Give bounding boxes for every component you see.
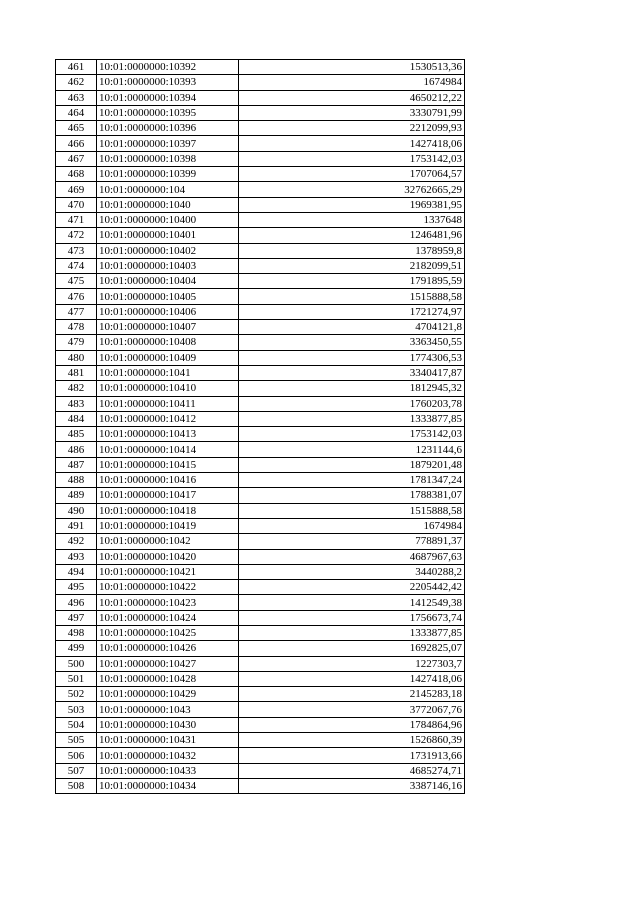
amount-cell: 4685274,71 bbox=[239, 763, 465, 778]
amount-cell: 1731913,66 bbox=[239, 748, 465, 763]
cadastral-number-cell: 10:01:0000000:10425 bbox=[97, 625, 239, 640]
cadastral-number-cell: 10:01:0000000:10399 bbox=[97, 167, 239, 182]
row-number-cell: 461 bbox=[56, 60, 97, 75]
table-row bbox=[56, 580, 465, 595]
amount-cell: 2205442,42 bbox=[239, 580, 465, 595]
row-number-cell: 489 bbox=[56, 488, 97, 503]
amount-cell: 1969381,95 bbox=[239, 197, 465, 212]
amount-cell: 3363450,55 bbox=[239, 335, 465, 350]
row-number-cell: 480 bbox=[56, 350, 97, 365]
cadastral-number-cell: 10:01:0000000:10413 bbox=[97, 427, 239, 442]
amount-cell: 1412549,38 bbox=[239, 595, 465, 610]
amount-cell: 2145283,18 bbox=[239, 687, 465, 702]
table-row bbox=[56, 656, 465, 671]
amount-cell: 1227303,7 bbox=[239, 656, 465, 671]
amount-cell: 1760203,78 bbox=[239, 396, 465, 411]
cadastral-number-cell: 10:01:0000000:10433 bbox=[97, 763, 239, 778]
amount-cell: 1707064,57 bbox=[239, 167, 465, 182]
table-row bbox=[56, 243, 465, 258]
row-number-cell: 481 bbox=[56, 365, 97, 380]
row-number-cell: 472 bbox=[56, 228, 97, 243]
amount-cell: 1753142,03 bbox=[239, 151, 465, 166]
row-number-cell: 473 bbox=[56, 243, 97, 258]
table-row bbox=[56, 534, 465, 549]
cadastral-number-cell: 10:01:0000000:10416 bbox=[97, 473, 239, 488]
cadastral-number-cell: 10:01:0000000:1041 bbox=[97, 365, 239, 380]
cadastral-number-cell: 10:01:0000000:1043 bbox=[97, 702, 239, 717]
cadastral-number-cell: 10:01:0000000:10426 bbox=[97, 641, 239, 656]
table-row bbox=[56, 411, 465, 426]
row-number-cell: 474 bbox=[56, 258, 97, 273]
cadastral-number-cell: 10:01:0000000:10418 bbox=[97, 503, 239, 518]
row-number-cell: 503 bbox=[56, 702, 97, 717]
row-number-cell: 462 bbox=[56, 75, 97, 90]
row-number-cell: 506 bbox=[56, 748, 97, 763]
table-row bbox=[56, 228, 465, 243]
cadastral-number-cell: 10:01:0000000:104 bbox=[97, 182, 239, 197]
row-number-cell: 471 bbox=[56, 212, 97, 227]
cadastral-number-cell: 10:01:0000000:10407 bbox=[97, 320, 239, 335]
table-row bbox=[56, 304, 465, 319]
table-row bbox=[56, 167, 465, 182]
row-number-cell: 507 bbox=[56, 763, 97, 778]
table-row bbox=[56, 121, 465, 136]
cadastral-number-cell: 10:01:0000000:10409 bbox=[97, 350, 239, 365]
table-row bbox=[56, 457, 465, 472]
amount-cell: 2212099,93 bbox=[239, 121, 465, 136]
cadastral-number-cell: 10:01:0000000:10395 bbox=[97, 105, 239, 120]
amount-cell: 1879201,48 bbox=[239, 457, 465, 472]
row-number-cell: 468 bbox=[56, 167, 97, 182]
cadastral-number-cell: 10:01:0000000:10412 bbox=[97, 411, 239, 426]
cadastral-number-cell: 10:01:0000000:10400 bbox=[97, 212, 239, 227]
row-number-cell: 486 bbox=[56, 442, 97, 457]
row-number-cell: 478 bbox=[56, 320, 97, 335]
table-row bbox=[56, 182, 465, 197]
amount-cell: 1427418,06 bbox=[239, 671, 465, 686]
cadastral-number-cell: 10:01:0000000:10393 bbox=[97, 75, 239, 90]
table-row bbox=[56, 549, 465, 564]
amount-cell: 1674984 bbox=[239, 75, 465, 90]
table-body bbox=[56, 60, 465, 794]
table-row bbox=[56, 105, 465, 120]
table-row bbox=[56, 136, 465, 151]
cadastral-value-table bbox=[55, 59, 465, 794]
amount-cell: 1378959,8 bbox=[239, 243, 465, 258]
amount-cell: 1333877,85 bbox=[239, 411, 465, 426]
row-number-cell: 466 bbox=[56, 136, 97, 151]
row-number-cell: 469 bbox=[56, 182, 97, 197]
row-number-cell: 488 bbox=[56, 473, 97, 488]
row-number-cell: 490 bbox=[56, 503, 97, 518]
row-number-cell: 508 bbox=[56, 778, 97, 793]
amount-cell: 1788381,07 bbox=[239, 488, 465, 503]
row-number-cell: 463 bbox=[56, 90, 97, 105]
row-number-cell: 501 bbox=[56, 671, 97, 686]
row-number-cell: 493 bbox=[56, 549, 97, 564]
table-row bbox=[56, 60, 465, 75]
amount-cell: 778891,37 bbox=[239, 534, 465, 549]
cadastral-number-cell: 10:01:0000000:10401 bbox=[97, 228, 239, 243]
cadastral-number-cell: 10:01:0000000:10434 bbox=[97, 778, 239, 793]
amount-cell: 1721274,97 bbox=[239, 304, 465, 319]
row-number-cell: 505 bbox=[56, 733, 97, 748]
cadastral-number-cell: 10:01:0000000:10396 bbox=[97, 121, 239, 136]
table-row bbox=[56, 717, 465, 732]
cadastral-number-cell: 10:01:0000000:10428 bbox=[97, 671, 239, 686]
amount-cell: 1781347,24 bbox=[239, 473, 465, 488]
row-number-cell: 475 bbox=[56, 274, 97, 289]
cadastral-number-cell: 10:01:0000000:10424 bbox=[97, 610, 239, 625]
cadastral-number-cell: 10:01:0000000:10432 bbox=[97, 748, 239, 763]
cadastral-number-cell: 10:01:0000000:10422 bbox=[97, 580, 239, 595]
amount-cell: 3330791,99 bbox=[239, 105, 465, 120]
table-row bbox=[56, 488, 465, 503]
table-row bbox=[56, 641, 465, 656]
table-row bbox=[56, 610, 465, 625]
amount-cell: 1791895,59 bbox=[239, 274, 465, 289]
amount-cell: 1526860,39 bbox=[239, 733, 465, 748]
table-row bbox=[56, 503, 465, 518]
cadastral-number-cell: 10:01:0000000:10392 bbox=[97, 60, 239, 75]
table-row bbox=[56, 335, 465, 350]
table-row bbox=[56, 473, 465, 488]
row-number-cell: 500 bbox=[56, 656, 97, 671]
amount-cell: 1784864,96 bbox=[239, 717, 465, 732]
cadastral-number-cell: 10:01:0000000:10410 bbox=[97, 381, 239, 396]
cadastral-number-cell: 10:01:0000000:10417 bbox=[97, 488, 239, 503]
table-row bbox=[56, 75, 465, 90]
amount-cell: 4650212,22 bbox=[239, 90, 465, 105]
cadastral-number-cell: 10:01:0000000:10429 bbox=[97, 687, 239, 702]
row-number-cell: 492 bbox=[56, 534, 97, 549]
cadastral-number-cell: 10:01:0000000:10394 bbox=[97, 90, 239, 105]
amount-cell: 1246481,96 bbox=[239, 228, 465, 243]
amount-cell: 4687967,63 bbox=[239, 549, 465, 564]
amount-cell: 1530513,36 bbox=[239, 60, 465, 75]
table-row bbox=[56, 274, 465, 289]
cadastral-number-cell: 10:01:0000000:10404 bbox=[97, 274, 239, 289]
cadastral-number-cell: 10:01:0000000:10427 bbox=[97, 656, 239, 671]
table-row bbox=[56, 733, 465, 748]
amount-cell: 1674984 bbox=[239, 518, 465, 533]
row-number-cell: 465 bbox=[56, 121, 97, 136]
table-row bbox=[56, 671, 465, 686]
table-row bbox=[56, 687, 465, 702]
table-row bbox=[56, 625, 465, 640]
amount-cell: 1692825,07 bbox=[239, 641, 465, 656]
amount-cell: 2182099,51 bbox=[239, 258, 465, 273]
cadastral-number-cell: 10:01:0000000:10408 bbox=[97, 335, 239, 350]
table-row bbox=[56, 595, 465, 610]
amount-cell: 3387146,16 bbox=[239, 778, 465, 793]
row-number-cell: 485 bbox=[56, 427, 97, 442]
table-row bbox=[56, 518, 465, 533]
row-number-cell: 484 bbox=[56, 411, 97, 426]
row-number-cell: 482 bbox=[56, 381, 97, 396]
amount-cell: 3772067,76 bbox=[239, 702, 465, 717]
table-row bbox=[56, 320, 465, 335]
cadastral-number-cell: 10:01:0000000:10419 bbox=[97, 518, 239, 533]
row-number-cell: 479 bbox=[56, 335, 97, 350]
row-number-cell: 470 bbox=[56, 197, 97, 212]
row-number-cell: 467 bbox=[56, 151, 97, 166]
amount-cell: 1515888,58 bbox=[239, 503, 465, 518]
row-number-cell: 491 bbox=[56, 518, 97, 533]
amount-cell: 1333877,85 bbox=[239, 625, 465, 640]
table-row bbox=[56, 442, 465, 457]
cadastral-number-cell: 10:01:0000000:10431 bbox=[97, 733, 239, 748]
cadastral-number-cell: 10:01:0000000:10406 bbox=[97, 304, 239, 319]
cadastral-number-cell: 10:01:0000000:10420 bbox=[97, 549, 239, 564]
table-row bbox=[56, 365, 465, 380]
cadastral-number-cell: 10:01:0000000:10405 bbox=[97, 289, 239, 304]
amount-cell: 3440288,2 bbox=[239, 564, 465, 579]
amount-cell: 1515888,58 bbox=[239, 289, 465, 304]
amount-cell: 32762665,29 bbox=[239, 182, 465, 197]
table-row bbox=[56, 350, 465, 365]
amount-cell: 4704121,8 bbox=[239, 320, 465, 335]
cadastral-number-cell: 10:01:0000000:10421 bbox=[97, 564, 239, 579]
row-number-cell: 497 bbox=[56, 610, 97, 625]
table-row bbox=[56, 258, 465, 273]
cadastral-number-cell: 10:01:0000000:10423 bbox=[97, 595, 239, 610]
table-row bbox=[56, 197, 465, 212]
cadastral-number-cell: 10:01:0000000:10415 bbox=[97, 457, 239, 472]
cadastral-number-cell: 10:01:0000000:10402 bbox=[97, 243, 239, 258]
table-row bbox=[56, 289, 465, 304]
row-number-cell: 504 bbox=[56, 717, 97, 732]
row-number-cell: 502 bbox=[56, 687, 97, 702]
table-row bbox=[56, 778, 465, 793]
amount-cell: 1756673,74 bbox=[239, 610, 465, 625]
table-row bbox=[56, 396, 465, 411]
cadastral-number-cell: 10:01:0000000:10414 bbox=[97, 442, 239, 457]
amount-cell: 3340417,87 bbox=[239, 365, 465, 380]
row-number-cell: 496 bbox=[56, 595, 97, 610]
table-row bbox=[56, 151, 465, 166]
row-number-cell: 487 bbox=[56, 457, 97, 472]
table-row bbox=[56, 748, 465, 763]
table-row bbox=[56, 763, 465, 778]
row-number-cell: 483 bbox=[56, 396, 97, 411]
amount-cell: 1753142,03 bbox=[239, 427, 465, 442]
table-row bbox=[56, 427, 465, 442]
cadastral-number-cell: 10:01:0000000:10403 bbox=[97, 258, 239, 273]
amount-cell: 1427418,06 bbox=[239, 136, 465, 151]
row-number-cell: 494 bbox=[56, 564, 97, 579]
cadastral-number-cell: 10:01:0000000:1042 bbox=[97, 534, 239, 549]
cadastral-number-cell: 10:01:0000000:10397 bbox=[97, 136, 239, 151]
table-row bbox=[56, 564, 465, 579]
table-row bbox=[56, 381, 465, 396]
row-number-cell: 464 bbox=[56, 105, 97, 120]
table-row bbox=[56, 90, 465, 105]
amount-cell: 1774306,53 bbox=[239, 350, 465, 365]
row-number-cell: 495 bbox=[56, 580, 97, 595]
row-number-cell: 499 bbox=[56, 641, 97, 656]
cadastral-number-cell: 10:01:0000000:1040 bbox=[97, 197, 239, 212]
table-row bbox=[56, 212, 465, 227]
table-row bbox=[56, 702, 465, 717]
amount-cell: 1231144,6 bbox=[239, 442, 465, 457]
cadastral-number-cell: 10:01:0000000:10411 bbox=[97, 396, 239, 411]
amount-cell: 1337648 bbox=[239, 212, 465, 227]
amount-cell: 1812945,32 bbox=[239, 381, 465, 396]
row-number-cell: 476 bbox=[56, 289, 97, 304]
cadastral-number-cell: 10:01:0000000:10430 bbox=[97, 717, 239, 732]
row-number-cell: 477 bbox=[56, 304, 97, 319]
cadastral-number-cell: 10:01:0000000:10398 bbox=[97, 151, 239, 166]
row-number-cell: 498 bbox=[56, 625, 97, 640]
